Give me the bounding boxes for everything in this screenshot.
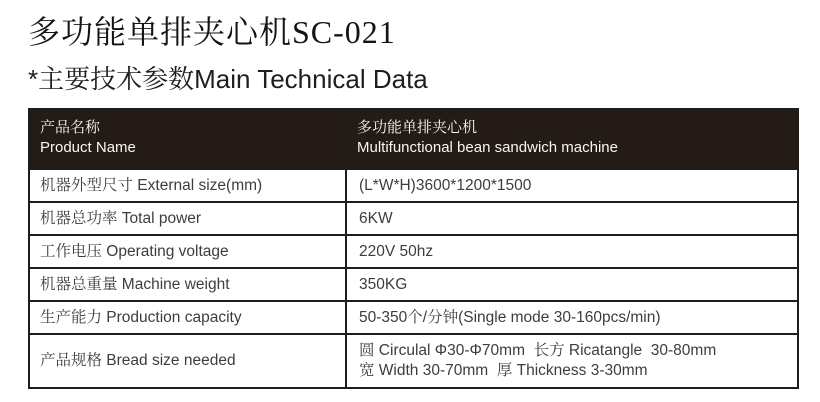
technical-data-table [28, 108, 799, 389]
header-product-value-en: Multifunctional bean sandwich machine [357, 139, 618, 156]
header-product-name-en: Product Name [40, 139, 136, 156]
spec-label: 机器外型尺寸 External size(mm) [29, 169, 346, 202]
header-product-value-zh: 多功能单排夹心机 [357, 119, 478, 136]
table-row-bread-size [29, 334, 798, 388]
spec-value: 圆 Circulal Φ30-Φ70mm 长方 Ricatangle 30-80mm 宽 Width 30-70mm 厚 Thickness 3-30mm [346, 334, 798, 388]
header-cell-product-value [346, 109, 798, 169]
page-title: 多功能单排夹心机SC-021 [28, 14, 396, 50]
spec-value: 220V 50hz [346, 235, 798, 268]
table-row-operating-voltage [29, 235, 798, 268]
spec-label: 机器总重量 Machine weight [29, 268, 346, 301]
spec-value: (L*W*H)3600*1200*1500 [346, 169, 798, 202]
spec-value: 6KW [346, 202, 798, 235]
table-row-machine-weight [29, 268, 798, 301]
header-product-name-zh: 产品名称 [40, 119, 101, 136]
spec-value: 350KG [346, 268, 798, 301]
header-cell-product-name [29, 109, 346, 169]
spec-label: 生产能力 Production capacity [29, 301, 346, 334]
table-row-external-size [29, 169, 798, 202]
spec-label: 工作电压 Operating voltage [29, 235, 346, 268]
spec-label: 机器总功率 Total power [29, 202, 346, 235]
table-row-production-capacity [29, 301, 798, 334]
table-row-total-power [29, 202, 798, 235]
table-header-row [29, 109, 798, 169]
section-heading-main-technical-data: *主要技术参数Main Technical Data [28, 64, 428, 94]
spec-value: 50-350个/分钟(Single mode 30-160pcs/min) [346, 301, 798, 334]
spec-label: 产品规格 Bread size needed [29, 334, 346, 388]
